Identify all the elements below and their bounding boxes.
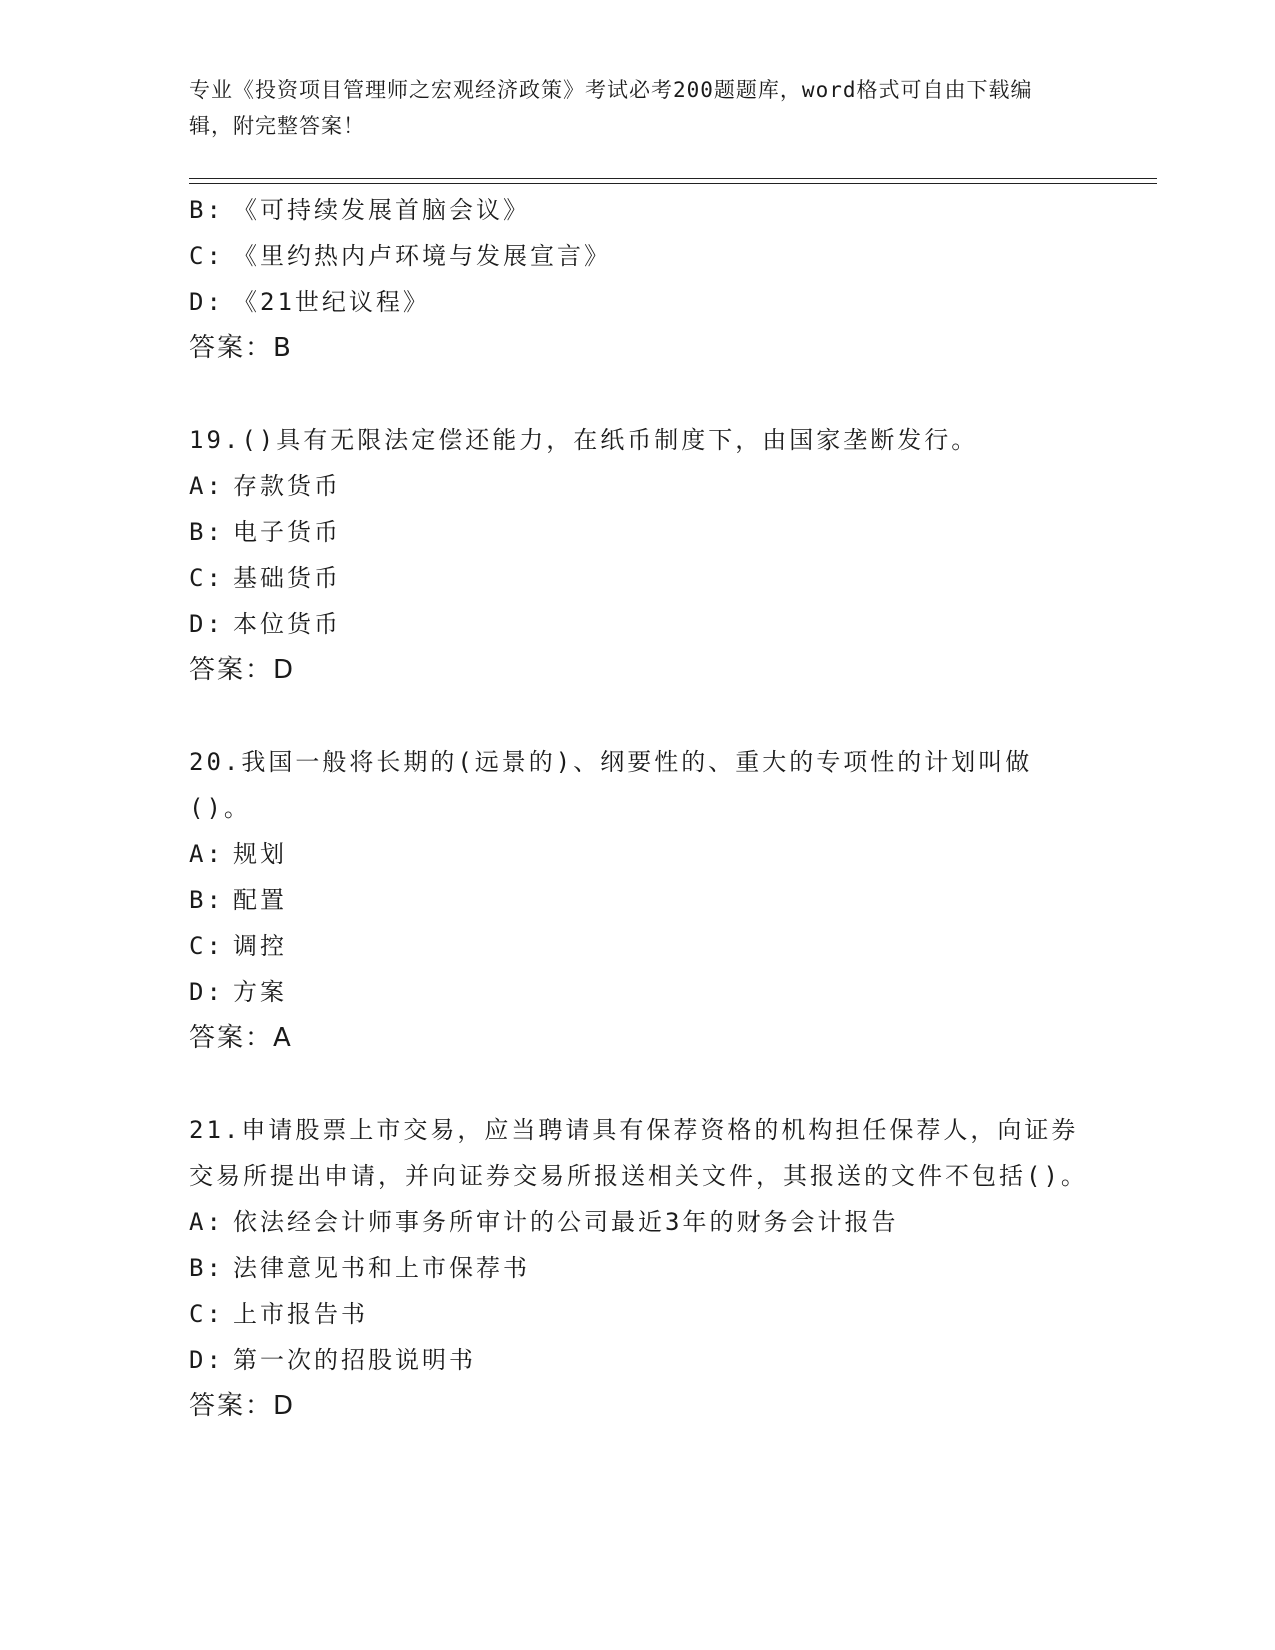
option-letter: A: bbox=[189, 472, 224, 500]
option-text: 调控 bbox=[233, 932, 287, 960]
option-a bbox=[189, 1199, 1089, 1245]
option-text: 配置 bbox=[233, 886, 287, 914]
question-21 bbox=[189, 1107, 1089, 1429]
option-text: 方案 bbox=[233, 978, 287, 1006]
option-letter: D: bbox=[189, 288, 224, 316]
option-text: 本位货币 bbox=[233, 610, 341, 638]
question-text: 20.我国一般将长期的(远景的)、纲要性的、重大的专项性的计划叫做()。 bbox=[189, 748, 1033, 822]
option-d bbox=[189, 279, 1089, 325]
answer-line: 答案：A bbox=[189, 1023, 293, 1053]
option-d bbox=[189, 601, 1089, 647]
answer-line: 答案：B bbox=[189, 333, 293, 363]
answer-line: 答案：D bbox=[189, 655, 296, 685]
question-20 bbox=[189, 739, 1089, 1061]
option-text: 《里约热内卢环境与发展宣言》 bbox=[233, 242, 611, 270]
option-letter: A: bbox=[189, 840, 224, 868]
option-text: 基础货币 bbox=[233, 564, 341, 592]
option-c bbox=[189, 555, 1089, 601]
option-letter: C: bbox=[189, 1300, 224, 1328]
question-list bbox=[189, 187, 1089, 1429]
question-text: 21.申请股票上市交易，应当聘请具有保荐资格的机构担任保荐人，向证券交易所提出申请，并向证券交易所报送相关文件，其报送的文件不包括()。 bbox=[189, 1116, 1088, 1190]
option-letter: D: bbox=[189, 1346, 224, 1374]
option-text: 上市报告书 bbox=[233, 1300, 368, 1328]
option-letter: D: bbox=[189, 610, 224, 638]
option-letter: B: bbox=[189, 196, 224, 224]
option-letter: B: bbox=[189, 886, 224, 914]
option-letter: D: bbox=[189, 978, 224, 1006]
question-text: 19.()具有无限法定偿还能力，在纸币制度下，由国家垄断发行。 bbox=[189, 426, 979, 454]
option-letter: B: bbox=[189, 1254, 224, 1282]
option-b bbox=[189, 877, 1089, 923]
option-text: 法律意见书和上市保荐书 bbox=[233, 1254, 530, 1282]
option-text: 存款货币 bbox=[233, 472, 341, 500]
option-a bbox=[189, 463, 1089, 509]
option-a bbox=[189, 831, 1089, 877]
option-letter: B: bbox=[189, 518, 224, 546]
document-header: 专业《投资项目管理师之宏观经济政策》考试必考200题题库，word格式可自由下载编辑，附完整答案！ bbox=[189, 78, 1033, 138]
question-19 bbox=[189, 417, 1089, 693]
option-c bbox=[189, 923, 1089, 969]
option-d bbox=[189, 1337, 1089, 1383]
option-text: 规划 bbox=[233, 840, 287, 868]
option-letter: C: bbox=[189, 242, 224, 270]
option-letter: C: bbox=[189, 932, 224, 960]
option-letter: C: bbox=[189, 564, 224, 592]
option-text: 《21世纪议程》 bbox=[233, 288, 430, 316]
option-b bbox=[189, 187, 1089, 233]
option-text: 电子货币 bbox=[233, 518, 341, 546]
option-c bbox=[189, 1291, 1089, 1337]
option-text: 第一次的招股说明书 bbox=[233, 1346, 476, 1374]
option-c bbox=[189, 233, 1089, 279]
header-divider-top bbox=[189, 178, 1157, 179]
option-d bbox=[189, 969, 1089, 1015]
option-text: 《可持续发展首脑会议》 bbox=[233, 196, 530, 224]
header-divider-bottom bbox=[189, 183, 1157, 184]
question-carryover bbox=[189, 187, 1089, 371]
option-letter: A: bbox=[189, 1208, 224, 1236]
option-b bbox=[189, 1245, 1089, 1291]
answer-line: 答案：D bbox=[189, 1391, 296, 1421]
option-text: 依法经会计师事务所审计的公司最近3年的财务会计报告 bbox=[233, 1208, 899, 1236]
option-b bbox=[189, 509, 1089, 555]
